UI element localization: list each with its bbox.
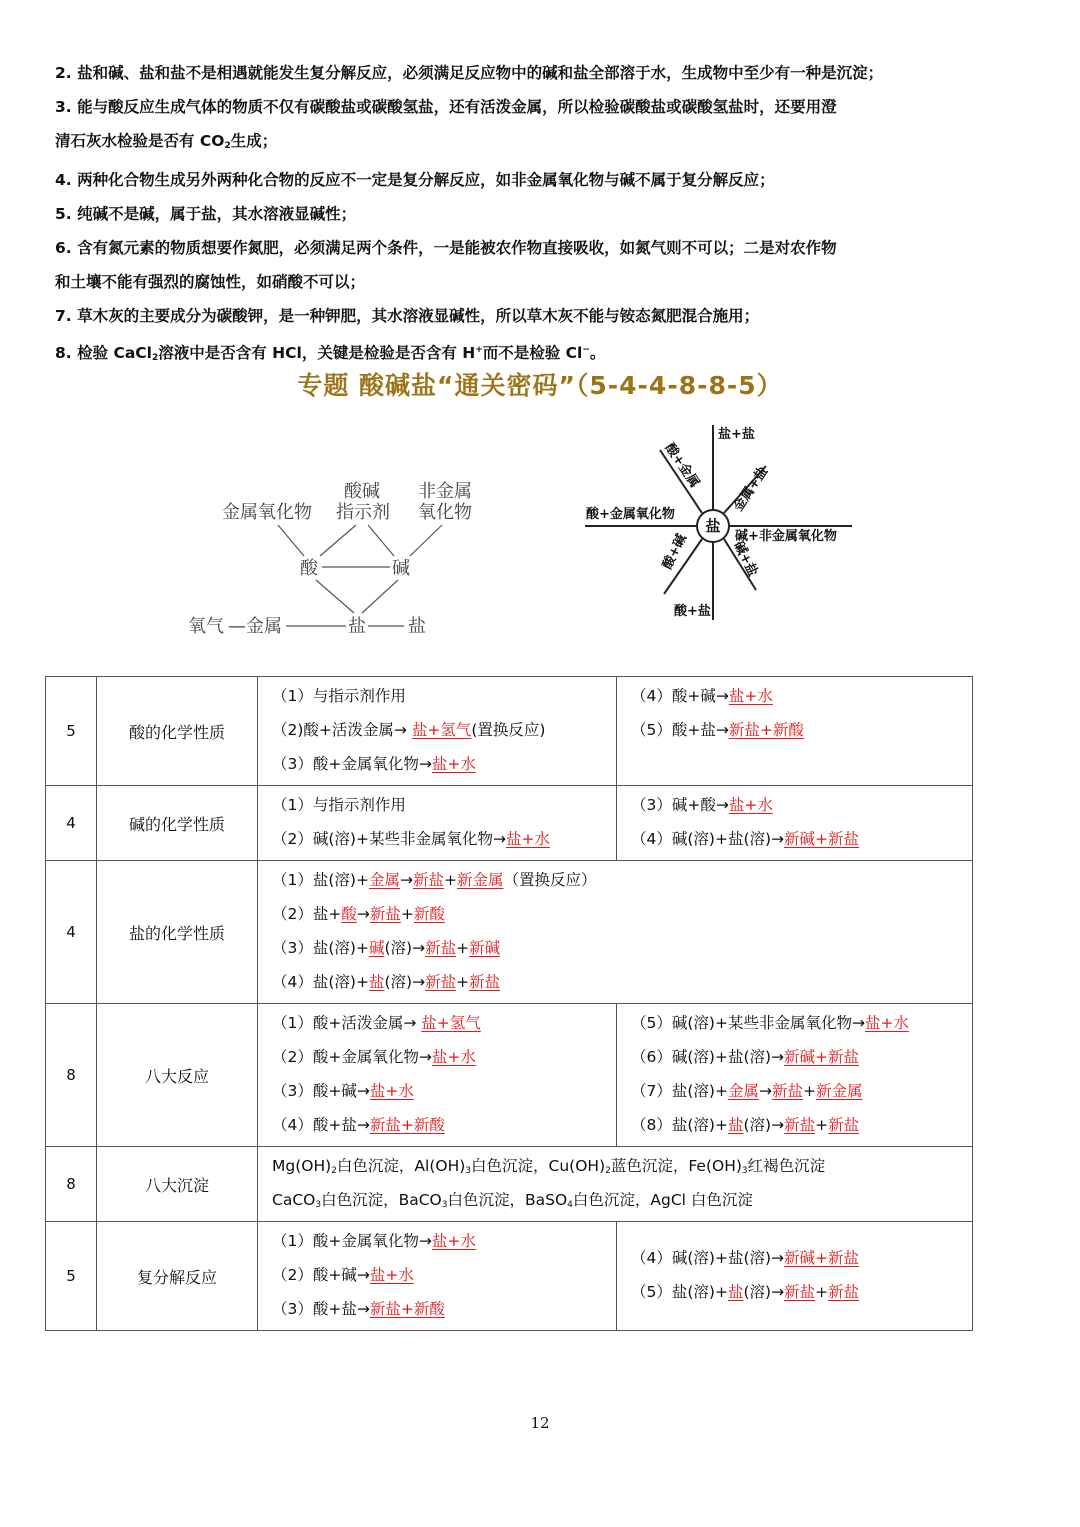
salt-node-2: 盐: [408, 616, 426, 637]
label-right: 碱+非金属氧化物: [735, 529, 837, 544]
dash-char: —: [228, 616, 246, 637]
cell-left: （1）酸+活泼金属→ 盐+氢气 （2）酸+金属氧化物→盐+水 （3）酸+碱→盐+水 （4）酸+盐→新盐+新酸: [258, 1004, 617, 1147]
cell-full: （1）盐(溶)+金属→新盐+新金属（置换反应） （2）盐+酸→新盐+新酸 （3）盐(溶)+碱(溶)→新盐+新碱 （4）盐(溶)+盐(溶)→新盐+新盐: [258, 861, 973, 1004]
row-category: 碱的化学性质: [97, 786, 258, 861]
row-count: 4: [46, 861, 97, 1004]
row-category: 八大反应: [97, 1004, 258, 1147]
table-row: [46, 861, 973, 1004]
row-count: 5: [46, 677, 97, 786]
cell-right: （5）碱(溶)+某些非金属氧化物→盐+水 （6）碱(溶)+盐(溶)→新碱+新盐 （7）盐(溶)+金属→新盐+新金属 （8）盐(溶)+盐(溶)→新盐+新盐: [617, 1004, 973, 1147]
note-2: 2. 盐和碱、盐和盐不是相遇就能发生复分解反应，必须满足反应物中的碱和盐全部溶于水，生成物中至少有一种是沉淀；: [55, 64, 884, 82]
edge-nonmetal-base: [410, 525, 442, 556]
table-row: [46, 677, 973, 786]
cell-left: （1）与指示剂作用 （2）碱(溶)+某些非金属氧化物→盐+水: [258, 786, 617, 861]
cell-full: $Mg(OH)_2$白色沉淀，$Al(OH)_3$白色沉淀，$Cu(OH)_2$蓝色沉淀，$Fe(OH)_3$红褐色沉淀 CaCO$_3$白色沉淀，BaCO$_3$白色沉淀，BaSO$_4$白色沉淀，AgCl 白色沉淀: [258, 1147, 973, 1222]
label-lower-right: 碱+盐: [730, 539, 761, 579]
oxygen-node: 氧气: [188, 616, 224, 637]
row-count: 8: [46, 1147, 97, 1222]
table-row: [46, 786, 973, 861]
cell-right: （4）酸+碱→盐+水 （5）酸+盐→新盐+新酸: [617, 677, 973, 786]
cell-right: （3）碱+酸→盐+水 （4）碱(溶)+盐(溶)→新碱+新盐: [617, 786, 973, 861]
row-count: 4: [46, 786, 97, 861]
note-3: 3. 能与酸反应生成气体的物质不仅有碳酸盐或碳酸氢盐，还有活泼金属，所以检验碳酸盐或碳酸氢盐时，还要用澄 清石灰水检验是否有 $CO_2$生成；: [55, 98, 837, 151]
salt-formation-diagram: [580, 420, 860, 630]
row-count: 5: [46, 1222, 97, 1331]
base-node: 碱: [392, 558, 410, 579]
table-row: [46, 1147, 973, 1222]
relation-diagram: [170, 470, 510, 640]
section-title: 专题 酸碱盐“通关密码”（5-4-4-8-8-5）: [297, 371, 783, 400]
edge-indicator-acid: [320, 525, 356, 556]
acid-node: 酸: [300, 558, 318, 579]
note-5: 5. 纯碱不是碱，属于盐，其水溶液显碱性；: [55, 205, 357, 223]
center-salt: 盐: [705, 517, 721, 535]
row-category: 八大沉淀: [97, 1147, 258, 1222]
label-upper-left: 酸+金属: [661, 440, 703, 491]
nonmetal-label-2: 氧化物: [418, 502, 472, 523]
indicator-label-1: 酸碱: [344, 481, 380, 502]
row-category: 酸的化学性质: [97, 677, 258, 786]
edge-indicator-base: [368, 525, 394, 556]
row-count: 8: [46, 1004, 97, 1147]
nonmetal-label-1: 非金属: [418, 481, 472, 502]
notes-section: [55, 56, 1030, 375]
note-7: 7. 草木灰的主要成分为碳酸钾，是一种钾肥，其水溶液显碱性，所以草木灰不能与铵态氮肥混合施用；: [55, 307, 760, 325]
note-6: 6. 含有氮元素的物质想要作氮肥，必须满足两个条件，一是能被农作物直接吸收，如氮气则不可以；二是对农作物 和土壤不能有强烈的腐蚀性，如硝酸不可以；: [55, 239, 837, 291]
edge-metaloxide-acid: [278, 525, 304, 556]
metal-node: 金属: [246, 616, 282, 637]
table-row: [46, 1222, 973, 1331]
page-number: 12: [530, 1414, 550, 1432]
label-bottom: 酸+盐: [674, 604, 711, 619]
note-4: 4. 两种化合物生成另外两种化合物的反应不一定是复分解反应，如非金属氧化物与碱不属于复分解反应；: [55, 171, 775, 189]
metal-oxide-label: 金属氧化物: [222, 502, 312, 523]
salt-node: 盐: [348, 616, 366, 637]
cell-left: （1）与指示剂作用 （2)酸+活泼金属→ 盐+氢气(置换反应) （3）酸+金属氧化物→盐+水: [258, 677, 617, 786]
summary-table: [45, 676, 973, 1331]
edge-base-salt: [362, 580, 398, 613]
row-category: 盐的化学性质: [97, 861, 258, 1004]
cell-left: （1）酸+金属氧化物→盐+水 （2）酸+碱→盐+水 （3）酸+盐→新盐+新酸: [258, 1222, 617, 1331]
note-8: 8. 检验 CaCl$_2$溶液中是否含有 HCl，关键是检验是否含有 H+而不是检验 Cl−。: [55, 344, 606, 363]
label-upper-right: 金属+盐: [730, 464, 772, 515]
indicator-label-2: 指示剂: [336, 502, 390, 523]
label-lower-left: 酸+碱: [660, 532, 690, 572]
table-row: [46, 1004, 973, 1147]
cell-right: （4）碱(溶)+盐(溶)→新碱+新盐 （5）盐(溶)+盐(溶)→新盐+新盐: [617, 1222, 973, 1331]
label-left: 酸+金属氧化物: [586, 507, 675, 522]
label-top: 盐+盐: [718, 427, 755, 442]
row-category: 复分解反应: [97, 1222, 258, 1331]
edge-acid-salt: [316, 580, 354, 613]
